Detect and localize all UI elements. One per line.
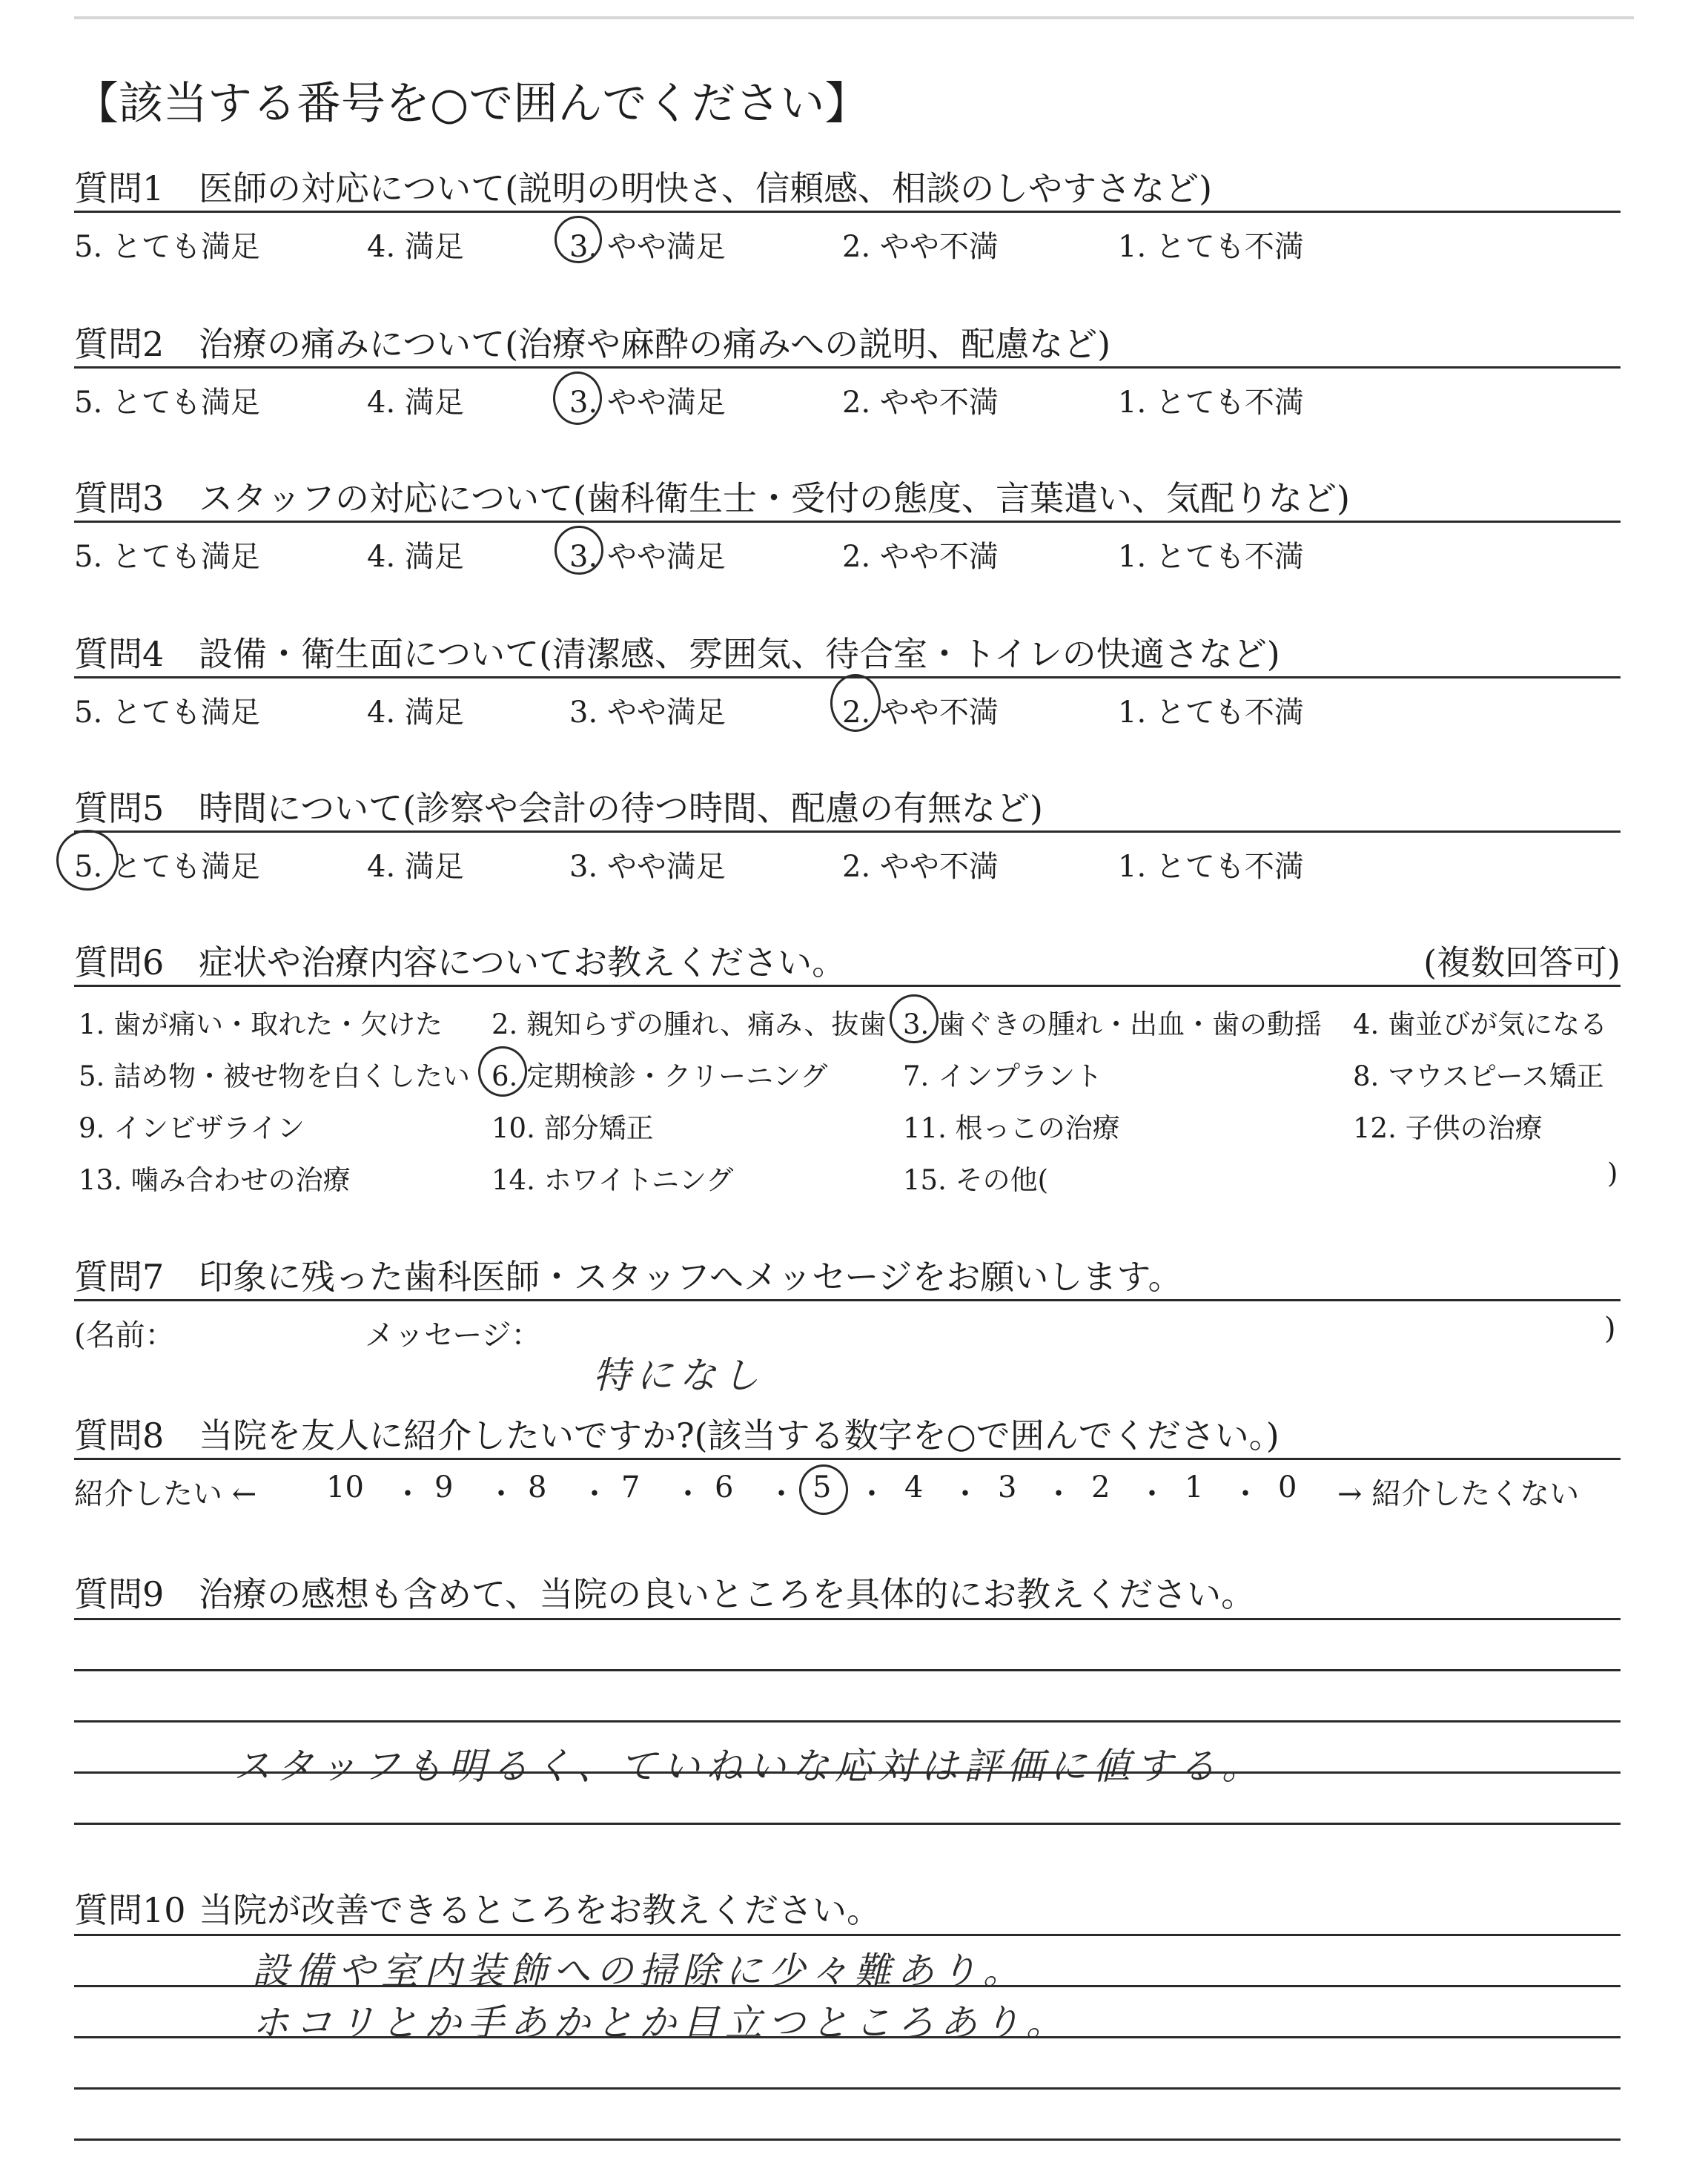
option-1[interactable]: 1. とても不満 [1118,850,1304,884]
question-label: 質問1 [74,168,165,208]
scale-value-9[interactable]: 9 [434,1470,454,1505]
question-text: 当院が改善できるところをお教えください。 [199,1890,881,1930]
question-header [74,936,1621,982]
question-label: 質問8 [74,1416,165,1456]
question-header [74,782,1621,828]
question-text: 症状や治療内容についてお教えください。 [199,942,847,982]
question-4 [74,627,1621,730]
scale-value-8[interactable]: 8 [528,1470,547,1505]
option-4[interactable]: 4. 満足 [367,850,464,884]
option-4[interactable]: 4. 満足 [367,540,464,574]
option-3[interactable]: 3. やや満足 [569,540,726,574]
option-2[interactable]: 2. やや不満 [842,540,999,574]
question-label: 質問10 [74,1890,186,1930]
handwritten-answer: スタッフも明るく、ていねいな応対は評価に値する。 [234,1745,1265,1788]
scale-value-4[interactable]: 4 [904,1470,924,1505]
option-2[interactable]: 2. やや不満 [842,230,999,264]
rating-options [74,213,1621,264]
question-9 [74,1568,1621,1825]
question-3 [74,472,1621,574]
question-label: 質問9 [74,1574,165,1614]
question-6 [74,936,1621,1202]
scale-value-6[interactable]: 6 [715,1470,734,1505]
treatment-option[interactable]: 1. 歯が痛い・取れた・欠けた [79,1008,443,1040]
scale-value-1[interactable]: 1 [1185,1470,1204,1505]
handwritten-answer-line-1: 設備や室内装飾への掃除に少々難あり。 [252,1949,1026,1992]
answer-lines [74,1618,1621,1825]
scale-value-0[interactable]: 0 [1278,1470,1297,1505]
question-label: 質問4 [74,634,165,674]
question-8 [74,1409,1621,1512]
recommend-scale: 紹介したい ← 10 ・ 9 ・ 8 ・ 7 ・ 6 ・ 5 ・ 4 ・ 3 ・ 2 ・ 1 ・ 0 → 紹介したくない [74,1460,1621,1512]
writing-line [74,2087,1621,2090]
treatment-option[interactable]: 3. 歯ぐきの腫れ・出血・歯の動揺 [903,1008,1323,1040]
question-text: 設備・衛生面について(清潔感、雰囲気、待合室・トイレの快適さなど) [199,634,1280,674]
other-close-paren: ) [1607,1157,1618,1189]
option-3[interactable]: 3. やや満足 [569,230,726,264]
question-1 [74,162,1621,264]
treatment-option[interactable]: 5. 詰め物・被せ物を白くしたい [79,1060,471,1092]
option-1[interactable]: 1. とても不満 [1118,230,1304,264]
writing-line [74,1669,1621,1671]
question-header [74,472,1621,518]
option-5[interactable]: 5. とても満足 [74,540,260,574]
top-border [74,16,1634,19]
option-4[interactable]: 4. 満足 [367,386,464,420]
scale-left-label: 紹介したい ← [74,1477,257,1511]
message-area [74,1301,1621,1398]
treatment-option[interactable]: 6. 定期検診・クリーニング [491,1060,828,1092]
option-2[interactable]: 2. やや不満 [842,696,999,730]
option-4[interactable]: 4. 満足 [367,230,464,264]
scale-value-5[interactable]: 5 [812,1470,832,1505]
multiple-answer-note: (複数回答可) [1423,942,1621,982]
writing-line [74,1618,1621,1620]
question-header [74,627,1621,673]
question-text: 医師の対応について(説明の明快さ、信頼感、相談のしやすさなど) [199,168,1213,208]
page-title: 【該当する番号を○で囲んでください】 [74,78,870,130]
treatment-option[interactable]: 11. 根っこの治療 [903,1112,1120,1144]
treatment-options [74,987,1621,1202]
treatment-option[interactable]: 2. 親知らずの腫れ、痛み、抜歯 [491,1008,887,1040]
question-5 [74,782,1621,884]
handwritten-answer-line-2: ホコリとか手あかとか目立つところあり。 [252,2001,1069,2044]
treatment-option[interactable]: 7. インプラント [903,1060,1103,1092]
question-text: 治療の痛みについて(治療や麻酔の痛みへの説明、配慮など) [199,324,1111,364]
question-label: 質問7 [74,1257,165,1297]
scale-value-10[interactable]: 10 [326,1470,364,1505]
option-1[interactable]: 1. とても不満 [1118,540,1304,574]
question-label: 質問3 [74,478,165,518]
handwritten-message: 特になし [593,1354,765,1397]
option-3[interactable]: 3. やや満足 [569,696,726,730]
treatment-option[interactable]: 10. 部分矯正 [491,1112,654,1144]
option-5[interactable]: 5. とても満足 [74,696,260,730]
question-header [74,1409,1621,1455]
message-close-paren: ) [1604,1312,1616,1346]
question-header [74,1883,1621,1929]
question-text: 印象に残った歯科医師・スタッフへメッセージをお願いします。 [199,1257,1182,1297]
writing-line [74,1823,1621,1825]
treatment-option[interactable]: 4. 歯並びが気になる [1353,1008,1608,1040]
question-label: 質問5 [74,788,165,828]
option-2[interactable]: 2. やや不満 [842,386,999,420]
writing-line [74,2138,1621,2141]
question-label: 質問2 [74,324,165,364]
scale-value-3[interactable]: 3 [998,1470,1017,1505]
writing-line [74,1934,1621,1936]
scale-value-2[interactable]: 2 [1091,1470,1110,1505]
question-text: 当院を友人に紹介したいですか?(該当する数字を○で囲んでください。) [199,1416,1280,1456]
option-1[interactable]: 1. とても不満 [1118,386,1304,420]
name-label: (名前： [74,1318,175,1353]
treatment-option[interactable]: 14. ホワイトニング [491,1164,734,1196]
option-2[interactable]: 2. やや不満 [842,850,999,884]
treatment-option[interactable]: 8. マウスピース矯正 [1353,1060,1604,1092]
treatment-option[interactable]: 9. インビザライン [79,1112,305,1144]
question-header [74,1250,1621,1296]
scale-right-label: → 紹介したくない [1337,1477,1580,1511]
option-5[interactable]: 5. とても満足 [74,230,260,264]
question-header [74,1568,1621,1614]
treatment-option[interactable]: 15. その他( [903,1164,1049,1196]
option-3[interactable]: 3. やや満足 [569,386,726,420]
message-label: メッセージ： [365,1318,541,1353]
rating-options [74,523,1621,574]
question-2 [74,317,1621,420]
answer-lines [74,1934,1621,2141]
option-5[interactable]: 5. とても満足 [74,386,260,420]
question-10 [74,1883,1621,2141]
rating-options [74,369,1621,420]
question-label: 質問6 [74,942,165,982]
rating-options [74,678,1621,730]
treatment-option[interactable]: 13. 噛み合わせの治療 [79,1164,351,1196]
question-header [74,162,1621,208]
question-header [74,317,1621,363]
option-5[interactable]: 5. とても満足 [74,850,260,884]
question-7 [74,1250,1621,1398]
scale-value-7[interactable]: 7 [621,1470,640,1505]
option-4[interactable]: 4. 満足 [367,696,464,730]
option-1[interactable]: 1. とても不満 [1118,696,1304,730]
question-text: スタッフの対応について(歯科衛生士・受付の態度、言葉遣い、気配りなど) [199,478,1350,518]
option-3[interactable]: 3. やや満足 [569,850,726,884]
question-text: 治療の感想も含めて、当院の良いところを具体的にお教えください。 [199,1574,1256,1614]
rating-options [74,833,1621,884]
treatment-option[interactable]: 12. 子供の治療 [1353,1112,1543,1144]
writing-line [74,1720,1621,1723]
question-text: 時間について(診察や会計の待つ時間、配慮の有無など) [199,788,1043,828]
